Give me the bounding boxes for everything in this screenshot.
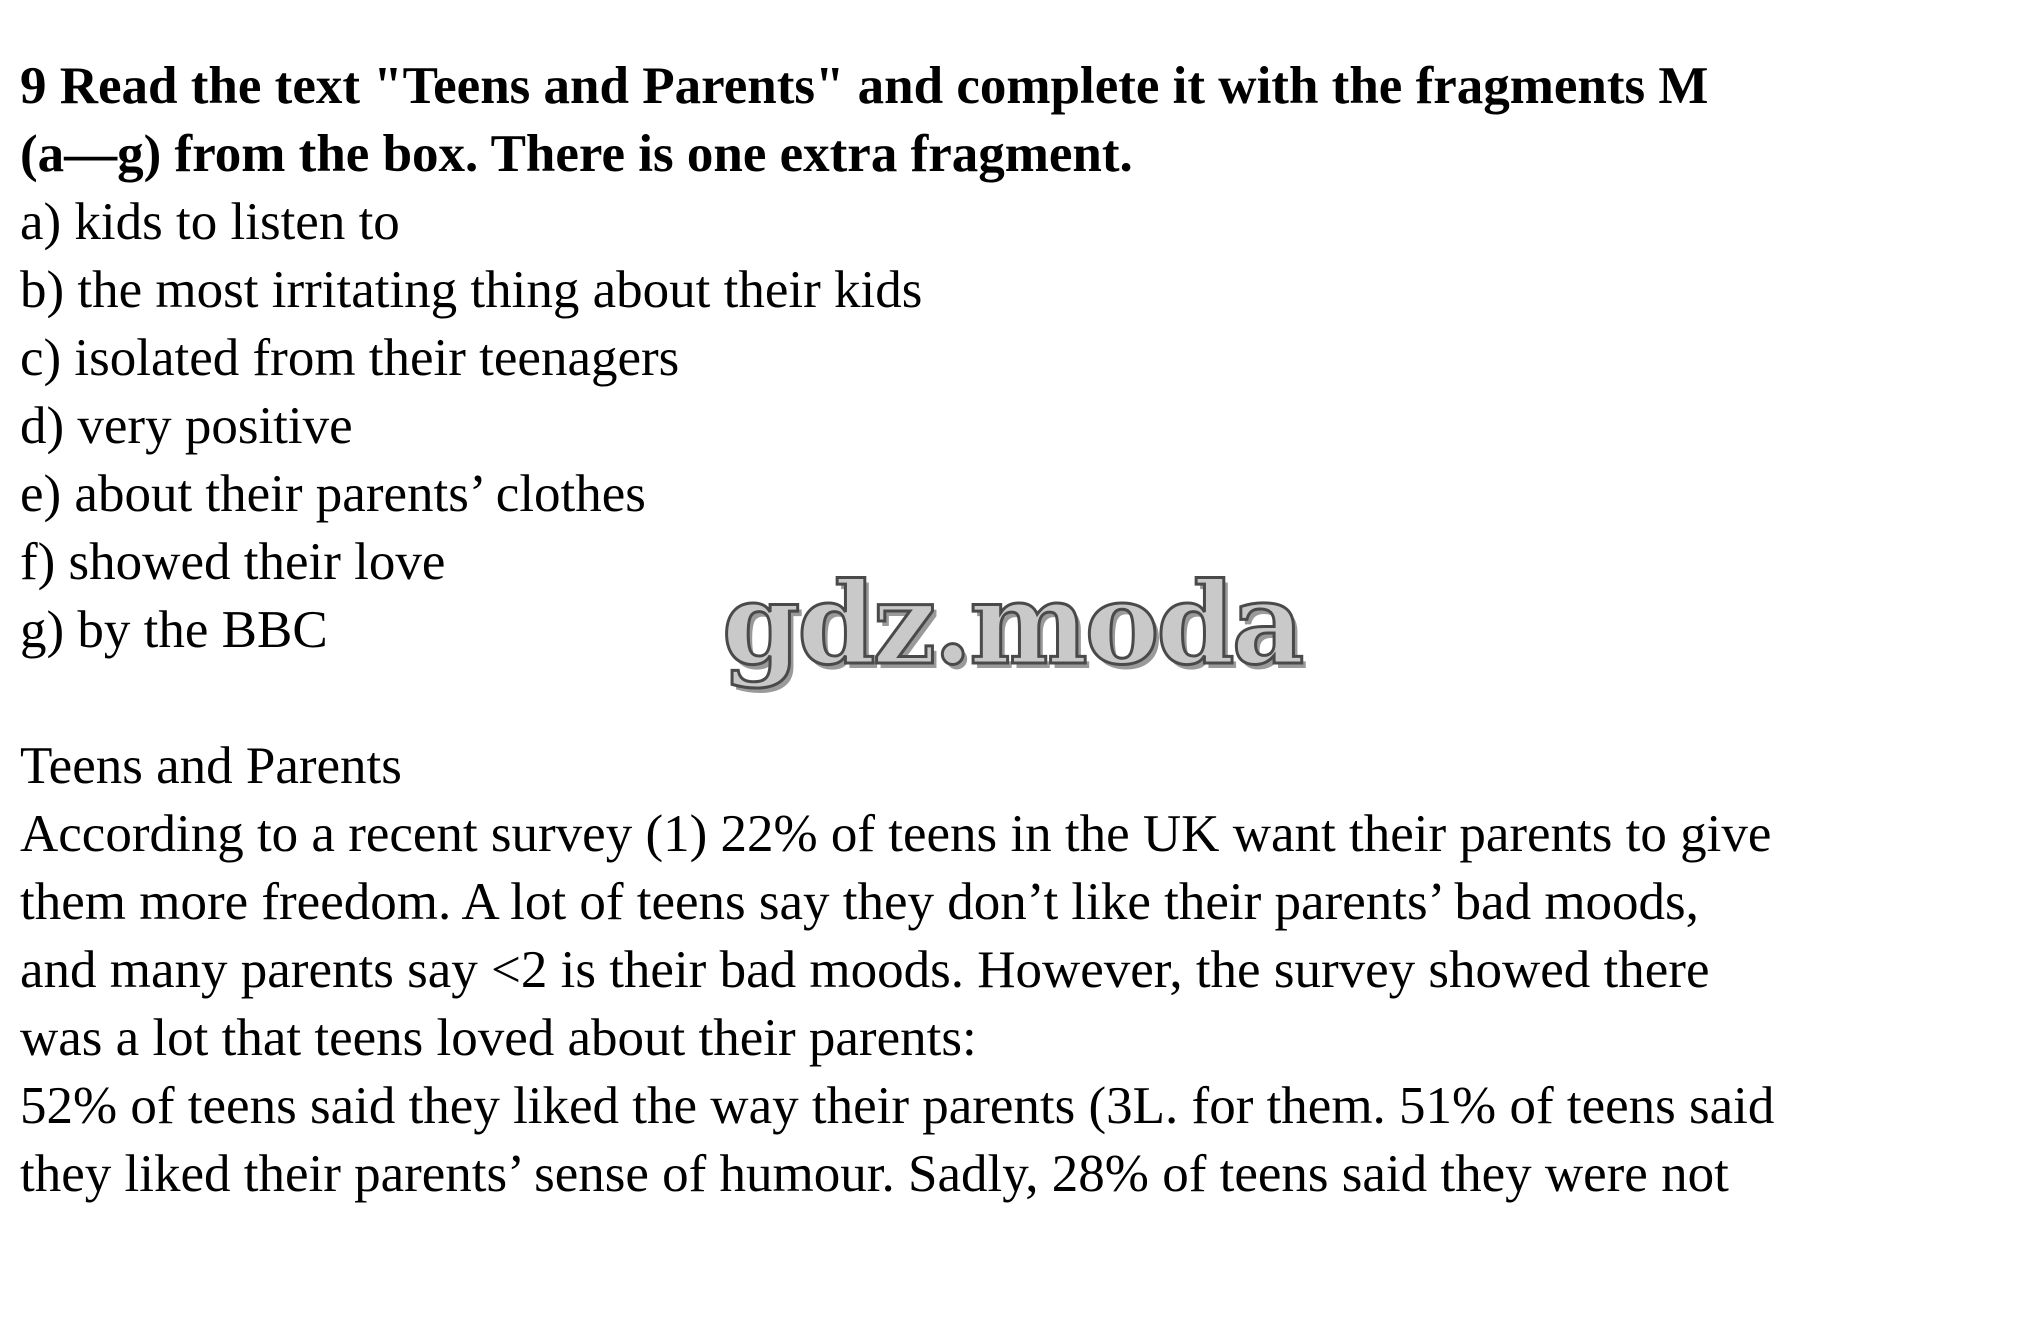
exercise-instruction-line-1: 9 Read the text "Teens and Parents" and complete it with the fragments M: [20, 57, 1709, 115]
fragment-e: e) about their parents’ clothes: [20, 465, 646, 523]
fragment-c: c) isolated from their teenagers: [20, 329, 680, 387]
article-line: they liked their parents’ sense of humour. Sadly, 28% of teens said they were not: [20, 1145, 1729, 1203]
article-line: was a lot that teens loved about their parents:: [20, 1009, 977, 1067]
fragment-b: b) the most irritating thing about their kids: [20, 261, 923, 319]
article-body: [20, 800, 2010, 1208]
article-line: 52% of teens said they liked the way their parents (3L. for them. 51% of teens said: [20, 1077, 1775, 1135]
fragment-f: f) showed their love: [20, 533, 446, 591]
fragment-g: g) by the BBC: [20, 601, 328, 659]
article-title: Teens and Parents: [20, 737, 402, 795]
fragment-a: a) kids to listen to: [20, 193, 400, 251]
watermark-logo: gdz.moda: [722, 559, 1302, 690]
article-line: According to a recent survey (1) 22% of teens in the UK want their parents to give: [20, 805, 1772, 863]
fragment-d: d) very positive: [20, 397, 353, 455]
article-line: them more freedom. A lot of teens say they don’t like their parents’ bad moods,: [20, 873, 1699, 931]
article-line: and many parents say <2 is their bad moods. However, the survey showed there: [20, 941, 1710, 999]
exercise-instruction-line-2: (a—g) from the box. There is one extra fragment.: [20, 125, 1133, 183]
